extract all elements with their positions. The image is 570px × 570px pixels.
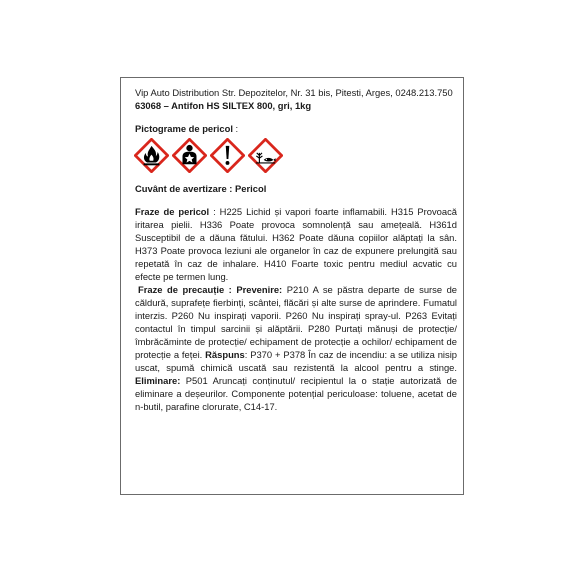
flame-icon bbox=[134, 138, 169, 173]
health-hazard-icon bbox=[172, 138, 207, 173]
disposal-label: Eliminare: bbox=[135, 375, 181, 386]
exclamation-icon bbox=[210, 138, 245, 173]
supplier-line: Vip Auto Distribution Str. Depozitelor, Nr. 31 bis, Pitesti, Arges, bbox=[135, 87, 393, 98]
disposal-text: P501 Aruncați conținutul/ recipientul la o stație autorizată de eliminare a deșeurilor. Componente potențial periculoase: toluene, acetat de n-butil, parafine clorurate, C14-17. bbox=[135, 375, 457, 412]
hazard-statements bbox=[135, 205, 457, 283]
precaution-heading: Fraze de precauție : Prevenire: bbox=[138, 284, 283, 295]
pictograms-heading-label: Pictograme de pericol bbox=[135, 123, 233, 134]
signal-word: Cuvânt de avertizare : Pericol bbox=[135, 183, 267, 194]
pictograms-heading-suffix: : bbox=[232, 123, 239, 134]
pictogram-row bbox=[134, 138, 457, 173]
precaution-statements bbox=[135, 283, 457, 413]
response-label: Răspuns bbox=[205, 349, 245, 360]
pictograms-heading bbox=[135, 122, 457, 135]
hazard-heading: Fraze de pericol bbox=[135, 206, 210, 217]
environment-icon bbox=[248, 138, 283, 173]
response-text: : P370 + P378 În caz de incendiu: a se utiliza nisip uscat, spumă chimică uscată sau rezistentă la alcool pentru a stinge. bbox=[135, 349, 458, 373]
supplier-phone: 0248.213.750 bbox=[395, 87, 453, 98]
hazard-text: : H225 Lichid și vapori foarte inflamabili. H315 Provoacă iritarea pielii. H336 Poate provoca somnolență sau amețeală. H361d Susceptibil de a dăuna fătului. H362 Poate dăuna copiilor alăptați la sân. H373 Poate provoca leziuni ale organelor în caz de expunere prelungită sau repetată în caz de inhalare. H410 Foarte toxic pentru mediul acvatic cu efecte pe termen lung. bbox=[135, 206, 457, 282]
label-content bbox=[135, 86, 457, 413]
precaution-prevention: P210 A se păstra departe de surse de căldură, suprafețe fierbinți, scântei, flăcări și alte surse de aprindere. Fumatul interzis. P260 Nu inspirați vaporii. P260 Nu inspirați spray-ul. P263 Evitați contactul în timpul sarcinii și alăptării. P280 Purtați mănuși de protecție/ îmbrăcăminte de protecție/ echipament de protecție a ochilor/ echipament de protecție a feței. bbox=[135, 284, 458, 360]
product-title: 63068 – Antifon HS SILTEX 800, gri, 1kg bbox=[135, 100, 312, 111]
supplier-address bbox=[135, 86, 457, 99]
